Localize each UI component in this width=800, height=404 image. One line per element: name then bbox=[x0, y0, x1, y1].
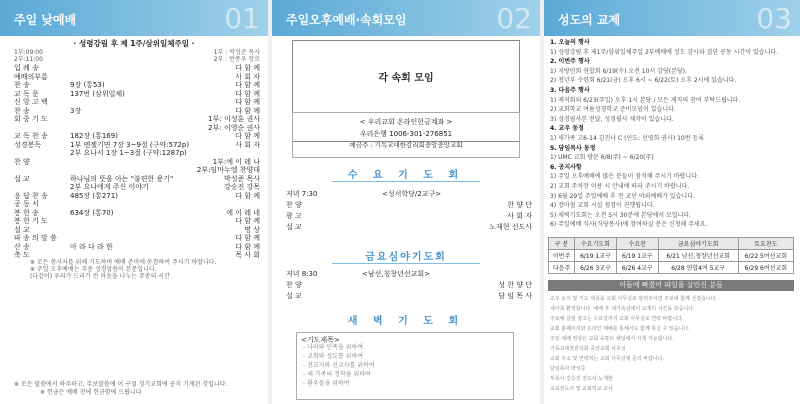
order-detail: 1부 엔젤기면 7장 3~9절 (구약:572p) bbox=[70, 140, 190, 149]
table-header-cell: 수요기도회 bbox=[575, 238, 617, 250]
order-label: 저녁 8:30 bbox=[286, 270, 318, 278]
creed-line: (다같이) 우리가 드리기 전 마음을 나누는 주중의 시간 bbox=[30, 273, 170, 280]
footer-line: 주보에 실릴 광고는 수요일까지 교회 사무실로 연락 바랍니다. bbox=[550, 316, 684, 322]
news-item: 4. 교우 동정 bbox=[550, 125, 584, 133]
order-detail: <성서학당/2교구> bbox=[382, 190, 442, 198]
schedule-table bbox=[548, 237, 794, 274]
dawn-prayer-title: 새 벽 기 도 회 bbox=[347, 316, 465, 327]
prayer-topics-title: <기도제목> bbox=[301, 336, 340, 344]
order-label: 찬 양 bbox=[14, 157, 30, 166]
order-label: 찬 양 bbox=[286, 201, 302, 209]
table-cell: 6/29 6여선교회 bbox=[738, 262, 793, 274]
footer-line: 주일 예배 영상은 교회 유튜브 채널에서 시청 가능합니다. bbox=[550, 336, 674, 342]
news-item: 2. 이번주 행사 bbox=[550, 58, 590, 66]
order-leader: 다 함 께 bbox=[235, 217, 260, 225]
prayer-item: - 교회와 성도를 위하여 bbox=[303, 353, 364, 360]
bottom-note: ※ 헌금은 예배 전에 헌금함에 드립니다 bbox=[40, 389, 142, 396]
order-detail: 182장 (통169) bbox=[70, 132, 118, 140]
panel-number: 01 bbox=[224, 2, 260, 35]
table-cell: 이번주 bbox=[549, 250, 575, 262]
order-leader: 명 상 bbox=[244, 225, 260, 234]
order-leader: 다 함 께 bbox=[235, 81, 260, 89]
news-item: 1) 제직회의 6/23(주일) 오후 1시 본당 / 모든 제직의 참여 부탁드립니다. bbox=[550, 96, 741, 104]
order-detail: 2부 요나서 1장 1~3절 (구약:1287p) bbox=[70, 149, 187, 157]
order-detail: 아 라 다 라 한 bbox=[70, 242, 113, 251]
order-leader: 사 회 자 bbox=[235, 140, 260, 149]
leader: 2부 : 반종우 장로 bbox=[213, 56, 260, 63]
news-item: 3. 다음주 행사 bbox=[550, 87, 590, 94]
order-detail: 2부 요나에게 주신 이야기 bbox=[70, 183, 149, 191]
news-item: 1) 새가족 고6-14 김진나 C (인도: 선영희 권사) 10번 등록 bbox=[550, 135, 705, 142]
panel-header bbox=[272, 0, 540, 36]
cell-meeting-title: 각 속회 모임 bbox=[378, 73, 434, 84]
news-item: 1) UMC 교회 방문 6/8(주) ~ 6/20(주) bbox=[550, 154, 654, 162]
order-label: 교 독 문 bbox=[14, 89, 39, 98]
order-leader: 다 함 께 bbox=[235, 132, 260, 140]
table-row bbox=[549, 250, 794, 262]
panel-fellowship bbox=[544, 0, 800, 404]
panel-sunday-service bbox=[0, 0, 268, 404]
news-item: 1) 성령강림 후 제1주/삼위일체주일 2부예배에 성도 감사와 결단 공동 시간이 있습니다. bbox=[550, 48, 779, 56]
panel-title: 주일오후예배·속회모임 bbox=[286, 13, 407, 27]
order-detail: 485장 (통271) bbox=[70, 191, 118, 200]
order-detail: 3장 bbox=[70, 106, 82, 115]
order-detail: 하나님의 뜻을 아는 "불편한 용기" bbox=[70, 174, 174, 183]
news-item: 3) 성경필사본 전달, 성경필사 제작이 있습니다. bbox=[550, 115, 674, 123]
news-item: 6) 주일예배 식사(식당봉사)에 참여하실 분은 신청해 주세요. bbox=[550, 221, 708, 229]
footer-line: 교회 주소 및 연락처는 교회 사무실에 문의 바랍니다. bbox=[550, 356, 665, 362]
order-leader: 2부: 이영순 권사 bbox=[208, 123, 260, 132]
table-cell: 6/26 4교구 bbox=[616, 262, 658, 274]
order-label: 봉 헌 송 bbox=[14, 208, 39, 217]
order-label: 공 동 서 bbox=[14, 200, 39, 208]
table-header-cell: 수요찬 bbox=[616, 238, 658, 250]
order-leader: 사 회 자 bbox=[235, 72, 260, 81]
order-detail: 634장 (통70) bbox=[70, 208, 114, 217]
order-detail: <남선,칭창년선교회> bbox=[362, 270, 431, 278]
footer-line: 담임목사 박성준 bbox=[550, 366, 586, 372]
order-label: 설 교 bbox=[286, 223, 302, 231]
footer-line: 부목사 강승진 전도사 노재현 bbox=[550, 376, 613, 382]
wednesday-prayer-title: 수 요 기 도 회 bbox=[347, 170, 465, 181]
service-time: 2부:11:00 bbox=[14, 56, 43, 63]
order-label: 회 중 기 도 bbox=[14, 115, 48, 123]
service-time: 1부:09:00 bbox=[14, 49, 43, 56]
table-cell: 6/19 1교구 bbox=[575, 250, 617, 262]
table-row bbox=[549, 262, 794, 274]
footer-line: 교우 소식 및 기도 제목을 교회 사무실로 알려주시면 주보에 함께 싣겠습니다. bbox=[550, 296, 718, 302]
order-leader: 다 함 께 bbox=[235, 191, 260, 200]
order-leader: 박성준 목사 bbox=[223, 174, 260, 183]
order-label: 찬 양 bbox=[286, 281, 302, 289]
order-leader: 찬 양 단 bbox=[507, 201, 532, 209]
table-cell: 다음주 bbox=[549, 262, 575, 274]
order-leader: 사 회 자 bbox=[507, 212, 532, 220]
order-leader: 강승진 강목 bbox=[223, 183, 260, 191]
panel-header bbox=[544, 0, 800, 36]
order-leader: 다 함 께 bbox=[235, 106, 260, 115]
table-header-cell: 토요찬도 bbox=[738, 238, 793, 250]
order-leader: 에 이 레 네 bbox=[226, 208, 260, 217]
table-cell: 6/19 1교구 bbox=[616, 250, 658, 262]
footer-line: 기독교대한감리회 중앙교회 사무실 bbox=[550, 346, 626, 352]
order-label: 설 교 bbox=[14, 225, 30, 234]
panel-afternoon-service bbox=[272, 0, 540, 404]
news-item: 2) 교회학교 여름성경학교 준비모임이 있습니다. bbox=[550, 106, 676, 114]
leader: 1부 : 박성준 목사 bbox=[213, 49, 260, 56]
order-label: 파 송 의 말 씀 bbox=[14, 234, 57, 242]
worship-note: ※ 주일 오후예배는 주중 성경말씀이 본문입니다. bbox=[30, 266, 157, 273]
friday-prayer-title: 금요심야기도회 bbox=[365, 252, 447, 263]
news-item: 1) 주일 오후예배에 많은 분들이 참석해 주시기 바랍니다. bbox=[550, 173, 699, 181]
news-item: 2) 교회 주차장 이용 시 안내에 따라 주시기 바랍니다. bbox=[550, 183, 690, 190]
section-line bbox=[332, 181, 480, 182]
online-giving-box bbox=[292, 112, 520, 158]
order-label: 저녁 7:30 bbox=[286, 190, 318, 198]
order-label: 신 앙 고 백 bbox=[14, 98, 48, 106]
order-label: 광 고 bbox=[286, 212, 302, 220]
bank-account: 우리은행 1006-301-276851 bbox=[359, 130, 453, 138]
footer-line: 교육전도사 및 교회학교 교사 bbox=[550, 386, 613, 392]
order-label: 성경봉독 bbox=[14, 140, 42, 149]
news-item: 5. 담임목사 동정 bbox=[550, 144, 596, 152]
order-label: 축 도 bbox=[14, 251, 30, 259]
order-label: 산 송 bbox=[14, 242, 30, 251]
bible-reading-bar: 이들에 빠졌어 파일을 살린신 분들 bbox=[548, 280, 794, 291]
panel-header bbox=[0, 0, 268, 36]
table-header-row bbox=[549, 238, 794, 250]
order-label: 예배의부름 bbox=[14, 72, 48, 81]
order-leader: 목 사 회 bbox=[235, 251, 260, 259]
order-label: 봉 헌 기 도 bbox=[14, 217, 48, 225]
order-detail: 9장 (통53) bbox=[70, 81, 105, 89]
table-cell: 6/21 남선,청장년선교회 bbox=[658, 250, 738, 262]
bottom-note: ※ 모든 말씀에서 하루하고, 주보말씀에 이 구절 정기교회에 공지 기재된 것입니다. bbox=[14, 381, 228, 388]
footer-line: 새가족 환영합니다. 예배 후 새가족실에서 교제의 시간을 갖습니다. bbox=[550, 306, 695, 312]
news-item: 1. 오늘의 행사 bbox=[550, 39, 590, 46]
news-item: 6. 공지사항 bbox=[550, 163, 582, 171]
order-label: 교 독 찬 송 bbox=[14, 132, 48, 140]
order-leader: 1부:에 이 레 나 bbox=[212, 157, 260, 166]
online-giving-title: < 우리교회 온라인헌금계좌 > bbox=[359, 118, 453, 126]
panel-number: 03 bbox=[756, 2, 792, 35]
news-item: 5) 새벽기도회는 오전 5시 30분에 본당에서 모입니다. bbox=[550, 211, 692, 219]
order-leader: 다 함 께 bbox=[235, 242, 260, 251]
table-cell: 6/26 3교구 bbox=[575, 262, 617, 274]
panel-title: 성도의 교제 bbox=[558, 13, 621, 27]
prayer-topics-box bbox=[296, 332, 514, 400]
order-leader: 다 함 께 bbox=[235, 234, 260, 242]
news-item: 1) 지방연회 연합회 6/19(수) 오전 10시 강당(본당). bbox=[550, 67, 687, 75]
news-item: 3) 6월 29일 주일예배 후 전 교인 야외예배가 있습니다. bbox=[550, 192, 695, 200]
order-label: 응 답 찬 송 bbox=[14, 191, 48, 200]
order-leader: 담 임 목 사 bbox=[498, 292, 532, 300]
order-leader: 다 함 께 bbox=[235, 64, 260, 72]
account-holder: 예금주 : 기독교대한감리회중앙중앙교회 bbox=[349, 141, 463, 149]
prayer-item: - 나라와 민족을 위하여 bbox=[303, 344, 364, 351]
panel-number: 02 bbox=[496, 2, 532, 35]
prayer-item: - 선교지와 선교사를 위하여 bbox=[303, 362, 375, 369]
order-label: 설 교 bbox=[286, 292, 302, 300]
news-item: 4) 장마철 교회 시설 점검이 진행됩니다. bbox=[550, 202, 655, 210]
order-label: 설 교 bbox=[14, 174, 30, 183]
order-label: 찬 송 bbox=[14, 106, 30, 115]
news-item: 2) 청년부 수련회 6/21(금) 오후 6시 ~ 6/22(토) 오후 2시에 있습니다. bbox=[550, 77, 737, 85]
table-cell: 6/28 연합4여 5교구 bbox=[658, 262, 738, 274]
order-leader: 1부: 이성훈 권사 bbox=[208, 115, 260, 123]
order-leader: 노재현 선도사 bbox=[489, 223, 532, 231]
prayer-item: - 환우들을 위하여 bbox=[303, 380, 350, 387]
hymn-header: · 성령강림 후 제 1주/삼위일체주일 · bbox=[73, 39, 195, 48]
table-cell: 6/22 5여선교회 bbox=[738, 250, 793, 262]
table-header-cell: 금요심야기도회 bbox=[658, 238, 738, 250]
order-leader: 다 함 께 bbox=[235, 98, 260, 106]
order-leader: 다 함 께 bbox=[235, 89, 260, 98]
order-label: 찬 송 bbox=[14, 81, 30, 89]
order-leader: 성 찬 양 단 bbox=[498, 281, 532, 289]
panel-title: 주일 낮예배 bbox=[14, 13, 77, 27]
order-label: 입 례 송 bbox=[14, 64, 39, 72]
section-line bbox=[332, 263, 480, 264]
footer-line: 교회 홈페이지와 온라인 예배를 통해서도 함께 하실 수 있습니다. bbox=[550, 326, 690, 332]
worship-note: ※ 모든 봉사자를 위해 기도하며 예배 준비에 동참하여 주시기 바랍니다. bbox=[30, 259, 217, 266]
prayer-item: - 새 가족의 정착을 위하여 bbox=[303, 371, 371, 378]
order-leader: 2부:임마누엘 찬양대 bbox=[196, 166, 260, 174]
table-header-cell: 구 분 bbox=[549, 238, 575, 250]
order-detail: 137번 (삼위일체) bbox=[70, 89, 125, 98]
